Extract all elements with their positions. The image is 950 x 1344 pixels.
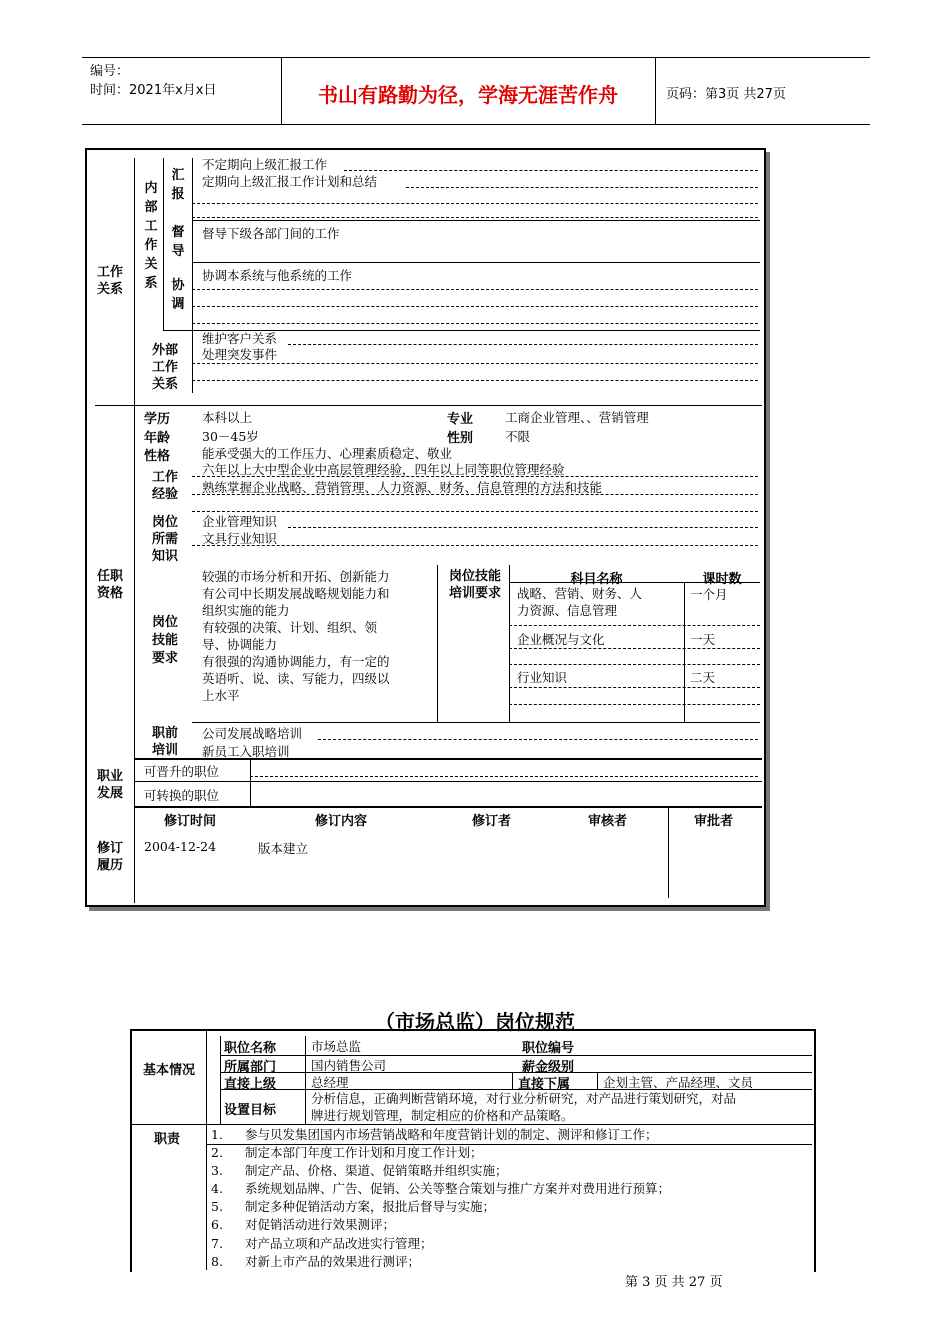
row-rule (509, 625, 760, 626)
subordinate: 企划主管、产品经理、文员 (603, 1075, 754, 1090)
blank-line (192, 217, 758, 218)
blank-line (318, 739, 758, 740)
pre-job-item: 新员工入职培训 (202, 744, 290, 759)
duties-label: 职责 (154, 1132, 181, 1147)
document-number-label: 编号： (90, 64, 130, 79)
training-header-hours: 课时数 (702, 572, 742, 587)
section-label-divider (134, 158, 135, 903)
label-column-divider (192, 158, 193, 393)
coordinate-label: 协调 (171, 278, 185, 312)
duty-item: 1. 参与贝发集团国内市场营销战略和年度营销计划的制定、测评和修订工作； (211, 1127, 658, 1142)
inner-divider (512, 1072, 513, 1089)
skills-label: 岗位技能要求 (151, 615, 178, 666)
superior: 总经理 (311, 1075, 349, 1090)
blank-line (288, 527, 758, 528)
revision-header-date: 修订时间 (164, 814, 217, 829)
position-name: 市场总监 (311, 1039, 362, 1054)
duty-item: 5. 制定多种促销活动方案，报批后督导与实施； (211, 1199, 496, 1215)
revision-divider (668, 806, 669, 898)
row-rule (130, 1124, 814, 1125)
blank-line (192, 545, 758, 546)
row-rule (509, 687, 760, 688)
section-label-qualifications: 任职资格 (96, 569, 123, 601)
blank-line (288, 344, 758, 345)
training-hours: 二天 (690, 670, 716, 685)
blank-line (192, 323, 758, 324)
header-divider (655, 57, 656, 124)
pre-job-item: 公司发展战略培训 (202, 726, 303, 741)
report-label: 汇报 (171, 168, 185, 202)
footer-page-number: 第 3 页 共 27 页 (625, 1275, 723, 1290)
blank-line (344, 170, 758, 171)
duty-item: 2. 制定本部门年度工作计划和月度工作计划； (211, 1145, 483, 1161)
department: 国内销售公司 (311, 1058, 387, 1073)
education-label: 学历 (144, 412, 171, 427)
header-top-rule (82, 57, 870, 58)
skills-text: 较强的市场分析和开拓、创新能力 有公司中长期发展战略规划能力和 组织实施的能力 有较强的决策、计划、组织、领 导、协调能力 有很强的沟通协调能力，有一定的 英语听、说、读、写能力，四级以 上水平 (202, 569, 390, 703)
external-item: 维护客户关系 (202, 331, 278, 346)
coordinate-item: 协调本系统与他系统的工作 (202, 268, 353, 283)
external-relations-label: 外部工作关系 (151, 343, 178, 392)
duty-item: 3. 制定产品、价格、渠道、促销策略并组织实施； (211, 1163, 508, 1179)
internal-divider (163, 158, 164, 330)
goal-text: 分析信息，正确判断营销环境，对行业分析研究，对产品进行策划研究，对品 牌进行规划管理，制定相应的价格和产品策略。 (311, 1091, 737, 1123)
promotable-positions: 可晋升的职位 (144, 764, 220, 779)
section-separator (134, 781, 762, 782)
blank-line (250, 776, 758, 777)
revision-header-approver: 审批者 (694, 814, 734, 829)
salary-label: 薪金级别 (522, 1060, 575, 1075)
blank-line (192, 363, 758, 364)
age-value: 30－45岁 (202, 429, 259, 444)
row-rule (192, 220, 760, 221)
training-col-divider (684, 582, 685, 722)
knowledge-label: 岗位所需知识 (151, 515, 178, 564)
knowledge-item: 文具行业知识 (202, 531, 278, 546)
document-date: 时间：2021年x月x日 (90, 83, 217, 98)
blank-line (192, 289, 758, 290)
row-rule (509, 664, 760, 665)
blank-line (192, 494, 758, 495)
row-rule (192, 722, 760, 723)
superior-label: 直接上级 (224, 1077, 277, 1092)
duty-item: 8. 对新上市产品的效果进行测评； (211, 1253, 421, 1269)
supervise-item: 督导下级各部门间的工作 (202, 226, 340, 241)
basic-info-label: 基本情况 (142, 1063, 195, 1078)
inner-divider (305, 1036, 306, 1124)
training-label: 岗位技能培训要求 (448, 569, 501, 601)
report-item: 不定期向上级汇报工作 (202, 157, 328, 172)
experience-label: 工作经验 (151, 470, 178, 502)
training-row: 行业知识 (517, 670, 568, 685)
external-item: 处理突发事件 (202, 347, 278, 362)
skills-divider (437, 565, 438, 722)
blank-line (406, 187, 758, 188)
major-label: 专业 (447, 412, 474, 427)
inner-divider (597, 1072, 598, 1089)
subordinate-label: 直接下属 (518, 1077, 571, 1092)
character-value: 能承受强大的工作压力、心理素质稳定、敬业 (202, 446, 453, 461)
education-value: 本科以上 (202, 410, 253, 425)
section-title: （市场总监）岗位规范 (375, 1010, 575, 1034)
revision-date: 2004-12-24 (144, 839, 217, 854)
row-rule (509, 704, 760, 705)
training-hours: 一天 (690, 632, 716, 647)
department-label: 所属部门 (224, 1060, 277, 1075)
experience-item: 六年以上大中型企业中高层管理经验，四年以上同等职位管理经验 (202, 462, 565, 477)
training-hours: 一个月 (690, 587, 728, 602)
gender-label: 性别 (447, 431, 474, 446)
blank-line (192, 476, 758, 477)
report-item: 定期向上级汇报工作计划和总结 (202, 174, 378, 189)
duties-list (211, 1126, 809, 1271)
inner-divider (220, 1036, 221, 1124)
blank-line (192, 203, 758, 204)
goal-label: 设置目标 (224, 1103, 277, 1118)
supervise-label: 督导 (171, 225, 185, 259)
blank-line (192, 380, 758, 381)
row-rule (509, 582, 760, 583)
experience-item: 熟练掌握企业战略、营销管理、人力资源、财务、信息管理的方法和技能 (202, 480, 603, 495)
revision-header-reviewer: 审核者 (588, 814, 628, 829)
position-no-label: 职位编号 (522, 1041, 575, 1056)
training-header-subject: 科目名称 (570, 572, 623, 587)
revision-content: 版本建立 (258, 841, 309, 856)
internal-relations-label: 内部工作关系 (144, 181, 158, 291)
duty-item: 6. 对促销活动进行效果测评； (211, 1217, 396, 1233)
training-row: 战略、营销、财务、人 力资源、信息管理 (517, 586, 643, 618)
row-rule (220, 1055, 812, 1056)
page-number-label: 页码：第3页 共27页 (666, 87, 786, 102)
gender-value: 不限 (505, 429, 531, 444)
revision-header-author: 修订者 (472, 814, 512, 829)
row-rule (509, 648, 760, 649)
character-label: 性格 (144, 449, 171, 464)
row-rule (192, 262, 760, 263)
header-bottom-rule (82, 124, 870, 125)
revision-header-content: 修订内容 (315, 814, 368, 829)
training-row: 企业概况与文化 (517, 632, 605, 647)
section-label-revision: 修订履历 (96, 841, 123, 873)
blank-line (192, 306, 758, 307)
age-label: 年龄 (144, 431, 171, 446)
header-motto: 书山有路勤为径，学海无涯苦作舟 (318, 83, 618, 107)
career-divider (250, 758, 251, 806)
section-label-career: 职业发展 (96, 769, 123, 801)
major-value: 工商企业管理、、营销管理 (505, 410, 649, 425)
section-label-work-relations: 工作关系 (96, 265, 123, 297)
label-column-divider (206, 1031, 207, 1270)
duty-item: 4. 系统规划品牌、广告、促销、公关等整合策划与推广方案并对费用进行预算； (211, 1181, 671, 1197)
knowledge-item: 企业管理知识 (202, 514, 278, 529)
training-divider (509, 565, 510, 722)
duty-item: 7. 对产品立项和产品改进实行管理； (211, 1235, 433, 1251)
position-name-label: 职位名称 (224, 1041, 277, 1056)
transferable-positions: 可转换的职位 (144, 788, 220, 803)
section-separator (95, 405, 762, 406)
pre-job-training-label: 职前培训 (151, 726, 178, 758)
